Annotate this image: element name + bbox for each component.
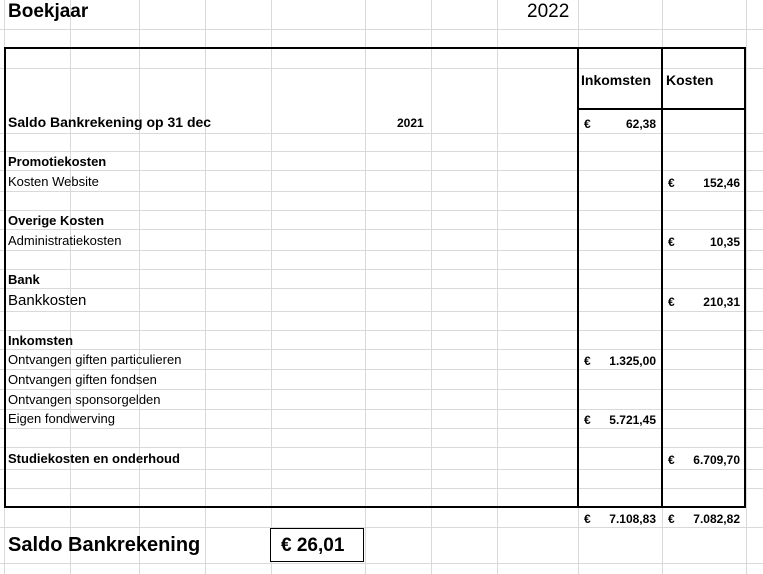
gridline <box>0 447 763 448</box>
gridline <box>0 210 763 211</box>
cost-amount: 6.709,70 <box>693 453 740 467</box>
row-label: Bank <box>8 272 40 287</box>
table-border-top <box>4 47 746 49</box>
gridline <box>0 488 763 489</box>
balance-label: Saldo Bankrekening <box>8 534 201 556</box>
row-label: Bankkosten <box>8 292 87 309</box>
row-label: Ontvangen giften fondsen <box>8 372 157 387</box>
gridline <box>0 229 763 230</box>
total-income: 7.108,83 <box>609 512 656 526</box>
income-amount: 1.325,00 <box>609 354 656 368</box>
row-label: Eigen fondwerving <box>8 411 115 426</box>
gridline <box>0 68 763 69</box>
gridline <box>0 428 763 429</box>
balance-value: € 26,01 <box>281 535 345 556</box>
row-label: Ontvangen giften particulieren <box>8 352 182 367</box>
currency-symbol: € <box>584 117 591 131</box>
gridline <box>0 527 763 528</box>
gridline <box>0 409 763 410</box>
opening-balance-amount: 62,38 <box>625 117 656 131</box>
income-amount: 5.721,45 <box>609 413 656 427</box>
row-label: Promotiekosten <box>8 154 107 169</box>
row-label: Studiekosten en onderhoud <box>8 451 180 466</box>
gridline <box>0 330 763 331</box>
gridline <box>0 311 763 312</box>
gridline <box>0 288 763 289</box>
row-label: Overige Kosten <box>8 213 105 228</box>
currency-symbol: € <box>584 354 591 368</box>
gridline <box>0 369 763 370</box>
gridline <box>0 469 763 470</box>
gridline <box>0 29 763 30</box>
table-border-right <box>744 47 746 508</box>
column-header-costs: Kosten <box>666 72 714 88</box>
gridline <box>0 151 763 152</box>
cost-amount: 152,46 <box>703 176 740 190</box>
sheet-title: Boekjaar <box>8 1 89 22</box>
cost-amount: 10,35 <box>709 235 740 249</box>
table-border-left <box>4 47 6 508</box>
currency-symbol: € <box>668 235 675 249</box>
gridline <box>0 170 763 171</box>
gridline <box>0 349 763 350</box>
header-row-border <box>577 108 746 110</box>
total-costs: 7.082,82 <box>693 512 740 526</box>
opening-balance-label: Saldo Bankrekening op 31 dec <box>8 114 212 130</box>
currency-symbol: € <box>668 512 675 526</box>
gridline <box>0 191 763 192</box>
opening-balance-year: 2021 <box>397 116 424 130</box>
row-label: Administratiekosten <box>8 233 122 248</box>
gridline <box>0 133 763 134</box>
currency-symbol: € <box>584 512 591 526</box>
currency-symbol: € <box>668 176 675 190</box>
column-header-income: Inkomsten <box>581 72 652 88</box>
row-label: Inkomsten <box>8 333 74 348</box>
cost-amount: 210,31 <box>703 295 740 309</box>
currency-symbol: € <box>668 295 675 309</box>
gridline <box>0 389 763 390</box>
income-column-border-right <box>661 47 663 508</box>
row-label: Ontvangen sponsorgelden <box>8 392 161 407</box>
row-label: Kosten Website <box>8 174 99 189</box>
currency-symbol: € <box>584 413 591 427</box>
gridline <box>0 269 763 270</box>
gridline <box>0 563 763 564</box>
balance-value-box <box>270 528 364 562</box>
fiscal-year: 2022 <box>527 1 570 22</box>
table-border-bottom <box>4 506 746 508</box>
income-column-border-left <box>577 47 579 508</box>
currency-symbol: € <box>668 453 675 467</box>
gridline <box>0 250 763 251</box>
